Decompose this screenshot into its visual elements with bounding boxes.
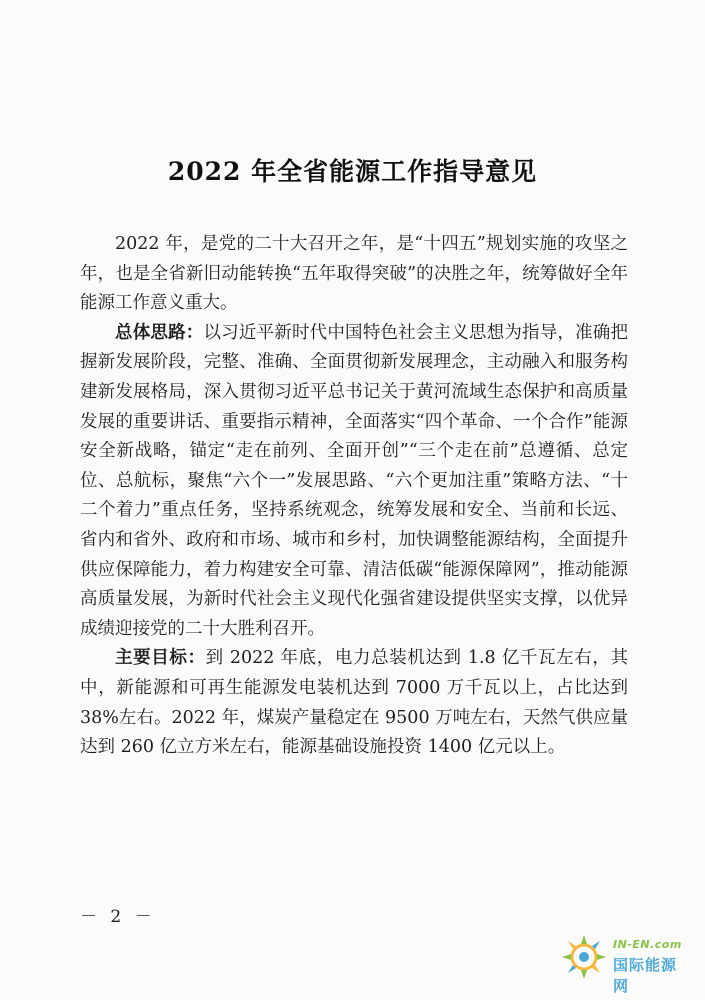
main-goals-paragraph [80,644,628,762]
watermark [559,928,691,995]
overall-approach-paragraph [80,319,628,645]
main-goals-text: 到 2022 年底，电力总装机达到 1.8 亿千瓦左右，其中，新能源和可再生能源发电装机达到 7000 万千瓦以上，占比达到 38%左右。2022 年，煤炭产量稳定在 9500 万吨左右，天然气供应量达到 260 亿立方米左右，能源基础设施投资 1400 亿元以上。 [80,648,629,758]
document-body [80,230,628,763]
intro-paragraph: 2022 年，是党的二十大召开之年，是“十四五”规划实施的攻坚之年，也是全省新旧动能转换“五年取得突破”的决胜之年，统筹做好全年能源工作意义重大。 [80,234,628,314]
document-title: 2022 年全省能源工作指导意见 [167,157,538,186]
watermark-cn: 国际能源网 [613,956,678,995]
overall-approach-label: 总体思路： [115,322,204,343]
main-goals-label: 主要目标： [115,648,206,669]
page-number: － 2 － [80,907,156,927]
overall-approach-text: 以习近平新时代中国特色社会主义思想为指导，准确把握新发展阶段，完整、准确、全面贯彻新发展理念，主动融入和服务构建新发展格局，深入贯彻习近平总书记关于黄河流域生态保护和高质量发展的重要讲话、重要指示精神，全面落实“四个革命、一个合作”能源安全新战略，锚定“走在前列、全面开创”“三个走在前”总遵循、总定位、总航标，聚焦“六个一”发展思路、“六个更加注重”策略方法、“十二个着力”重点任务，坚持系统观念，统筹发展和安全、当前和长远、省内和省外、政府和市场、城市和乡村，加快调整能源结构，全面提升供应保障能力，着力构建安全可靠、清洁低碳“能源保障网”，推动能源高质量发展，为新时代社会主义现代化强省建设提供坚实支撑，以优异成绩迎接党的二十大胜利召开。 [80,322,629,639]
watermark-logo-icon [559,932,609,982]
watermark-en: IN-EN.com [613,938,682,951]
